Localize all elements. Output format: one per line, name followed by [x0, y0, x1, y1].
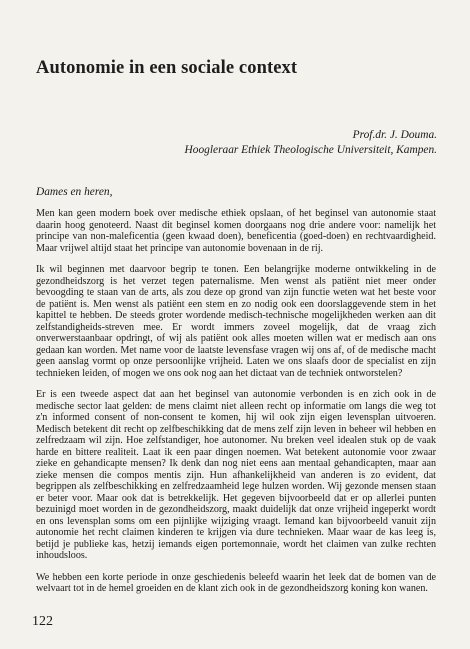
page-number: 122 — [32, 614, 53, 629]
salutation: Dames en heren, — [36, 186, 113, 198]
page-title: Autonomie in een sociale context — [36, 58, 298, 78]
paragraph: Men kan geen modern boek over medische ethiek opslaan, of het beginsel van autonomie staat daarin hoog genoteerd. Naast dit beginsel komen doorgaans nog drie andere voor: namelijk het principe van non-maleficentia (geen kwaad doen), beneficentia (goed-doen) en rechtvaardigheid. Maar vrijwel altijd staat het principe van autonomie bovenaan in de rij. — [36, 208, 436, 254]
paragraph: We hebben een korte periode in onze geschiedenis beleefd waarin het leek dat de bomen van de welvaart tot in de hemel groeiden en de klant zich ook in de gezondheidszorg koning kon wanen. — [36, 571, 436, 594]
article-body — [36, 208, 436, 605]
author-name: Prof.dr. J. Douma. — [352, 129, 437, 141]
paragraph: Ik wil beginnen met daarvoor begrip te tonen. Een belangrijke moderne ontwikkeling in de gezondheidszorg is het verzet tegen paternalisme. Men wenst als patiënt niet meer onder bevoogding te staan van de arts, als zou deze op grond van zijn functie weten wat het beste voor de patiënt is. Men wenst als patiënt een stem en zo nodig ook een doorslaggevende stem in het kapittel te hebben. De steeds groter wordende medisch-technische mogelijkheden werken aan dit zelfstandigheids-streven mee. Er wordt immers zoveel mogelijk, dat de vraag zich onverwerstaanbaar opdringt, of wij als patiënt ook alles moeten willen wat er medisch aan ons gedaan kan worden. Met name voor de laatste levensfase vragen wij ons af, of de medische macht geen aanslag vormt op onze persoonlijke vrijheid. Laten we ons slaafs door de specialist en zijn technieken leiden, of mogen we ons ook nog aan het dictaat van de techniek ontworstelen? — [36, 264, 436, 379]
paragraph: Er is een tweede aspect dat aan het beginsel van autonomie verbonden is en zich ook in de medische sector laat gelden: de mens claimt niet alleen recht op informatie om langs die weg tot z'n informed consent of non-consent te komen, hij wil ook zijn eigen levensplan uitvoeren. Medisch betekent dit recht op zelfbeschikking dat de mens zelf zijn leven in beheer wil hebben en zelfredzaam wil zijn. Hoe zelfstandiger, hoe autonomer. Nu breken veel idealen stuk op de vaak harde en bittere realiteit. Laat ik een paar dingen noemen. Wat betekent autonomie voor zwaar zieke en gehandicapte mensen? Ik denk dan nog niet eens aan mentaal gehandicapten, maar aan zieke mensen die compos mentis zijn. Hun afhankelijkheid van anderen is zo evident, dat begrippen als zelfbeschikking en zelfredzaamheid lege hulzen worden. Wij gezonde mensen staan er beter voor. Maar ook dat is betrekkelijk. Het gegeven bijvoorbeeld dat er op allerlei punten bezuinigd moet worden in de gezondheidszorg, maakt duidelijk dat onze vrijheid ingeperkt wordt en ons levensplan soms om een pijnlijke wijziging vraagt. Iemand kan bijvoorbeeld vanuit zijn autonomie het recht claimen kinderen te krijgen via dure technieken. Maar waar de kas leeg is, betijd je publieke kas, hetzij iemands eigen portemonnaie, wordt het claimen van zulke rechten inhoudsloos. — [36, 389, 436, 561]
author-affiliation: Hoogleraar Ethiek Theologische Universiteit, Kampen. — [184, 144, 437, 156]
author-block — [17, 128, 437, 158]
